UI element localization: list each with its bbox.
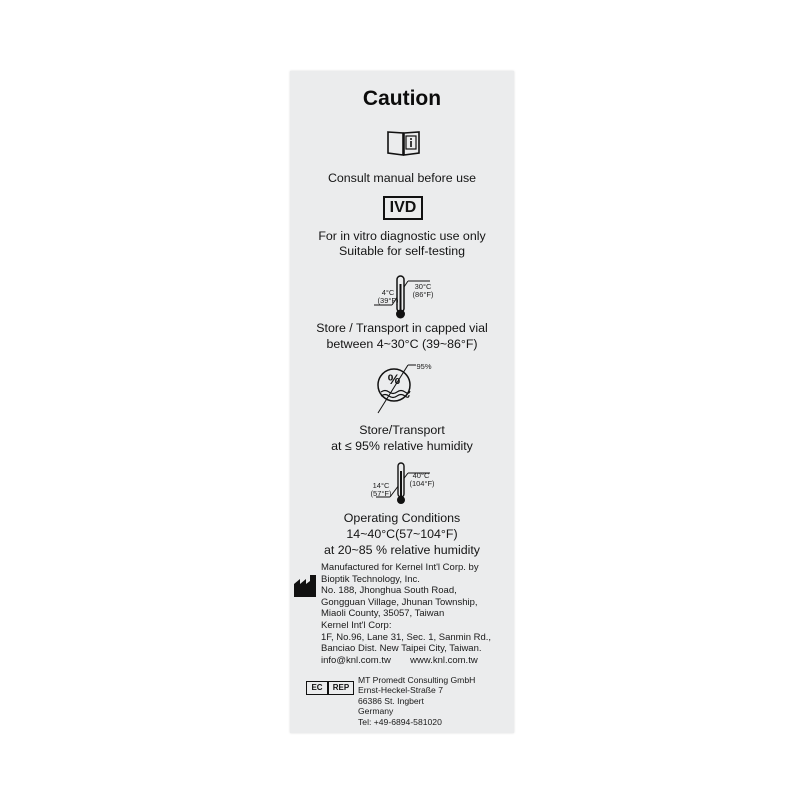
operating-text-line2: 14~40°C(57~104°F) (346, 527, 458, 541)
ivd-text-line1: For in vitro diagnostic use only (318, 229, 486, 243)
consult-text: Consult manual before use (327, 171, 477, 185)
rep-symbol: REP (328, 681, 354, 695)
ivd-text-line2: Suitable for self-testing (338, 244, 466, 258)
manufacturer-block (321, 562, 511, 666)
ec-symbol: EC (306, 681, 328, 695)
storage-text-line2: between 4~30°C (39~86°F) (326, 337, 478, 351)
ec-rep-line: Germany (358, 706, 394, 717)
manufacturer-line: Gongguan Village, Jhunan Township, (321, 596, 478, 608)
manufacturer-line: No. 188, Jhonghua South Road, (321, 585, 457, 597)
operating-high-c: 40°C (412, 471, 430, 480)
manufacturer-line: 1F, No.96, Lane 31, Sec. 1, Sanmin Rd., (321, 631, 492, 643)
storage-text-line1: Store / Transport in capped vial (316, 321, 488, 335)
percent-symbol: % (387, 371, 401, 387)
manufacturer-line: Manufactured for Kernel Int'l Corp. by (321, 562, 479, 573)
operating-low-c: 14°C (372, 481, 390, 490)
operating-text-line3: at 20~85 % relative humidity (323, 543, 480, 557)
manufacturer-line: Miaoli County, 35057, Taiwan (321, 608, 445, 620)
humidity-text-line1: Store/Transport (359, 423, 445, 437)
storage-low-f: (39°F) (377, 296, 399, 305)
manufacturer-line: Banciao Dist. New Taipei City, Taiwan. (321, 643, 482, 655)
ec-rep-line: 66386 St. Ingbert (358, 695, 424, 706)
caution-label-card (290, 71, 514, 733)
operating-text-line1: Operating Conditions (343, 511, 461, 525)
caution-title: Caution (362, 87, 442, 110)
ec-rep-line: MT Promedt Consulting GmbH (358, 675, 476, 685)
storage-high-c: 30°C (414, 282, 432, 291)
humidity-text-line2: at ≤ 95% relative humidity (331, 439, 473, 453)
humidity-max: 95% (416, 362, 432, 371)
manufacturer-icon (294, 575, 318, 597)
manufacturer-line: Bioptik Technology, Inc. (321, 573, 420, 585)
operating-low-f: (57°F) (370, 489, 392, 498)
ivd-symbol: IVD (383, 196, 423, 220)
storage-low-c: 4°C (381, 288, 395, 297)
storage-high-f: (86°F) (412, 290, 434, 299)
manufacturer-line: Kernel Int'l Corp: (321, 619, 392, 631)
website-text: www.knl.com.tw (410, 654, 478, 666)
ec-rep-line: Tel: +49-6894-581020 (358, 716, 442, 727)
ec-rep-block (358, 675, 508, 727)
contact-line (321, 655, 511, 667)
ec-rep-line: Ernst-Heckel-Straße 7 (358, 685, 444, 696)
book-info-icon (386, 129, 422, 157)
operating-high-f: (104°F) (409, 479, 435, 488)
email-text: info@knl.com.tw (321, 654, 391, 666)
